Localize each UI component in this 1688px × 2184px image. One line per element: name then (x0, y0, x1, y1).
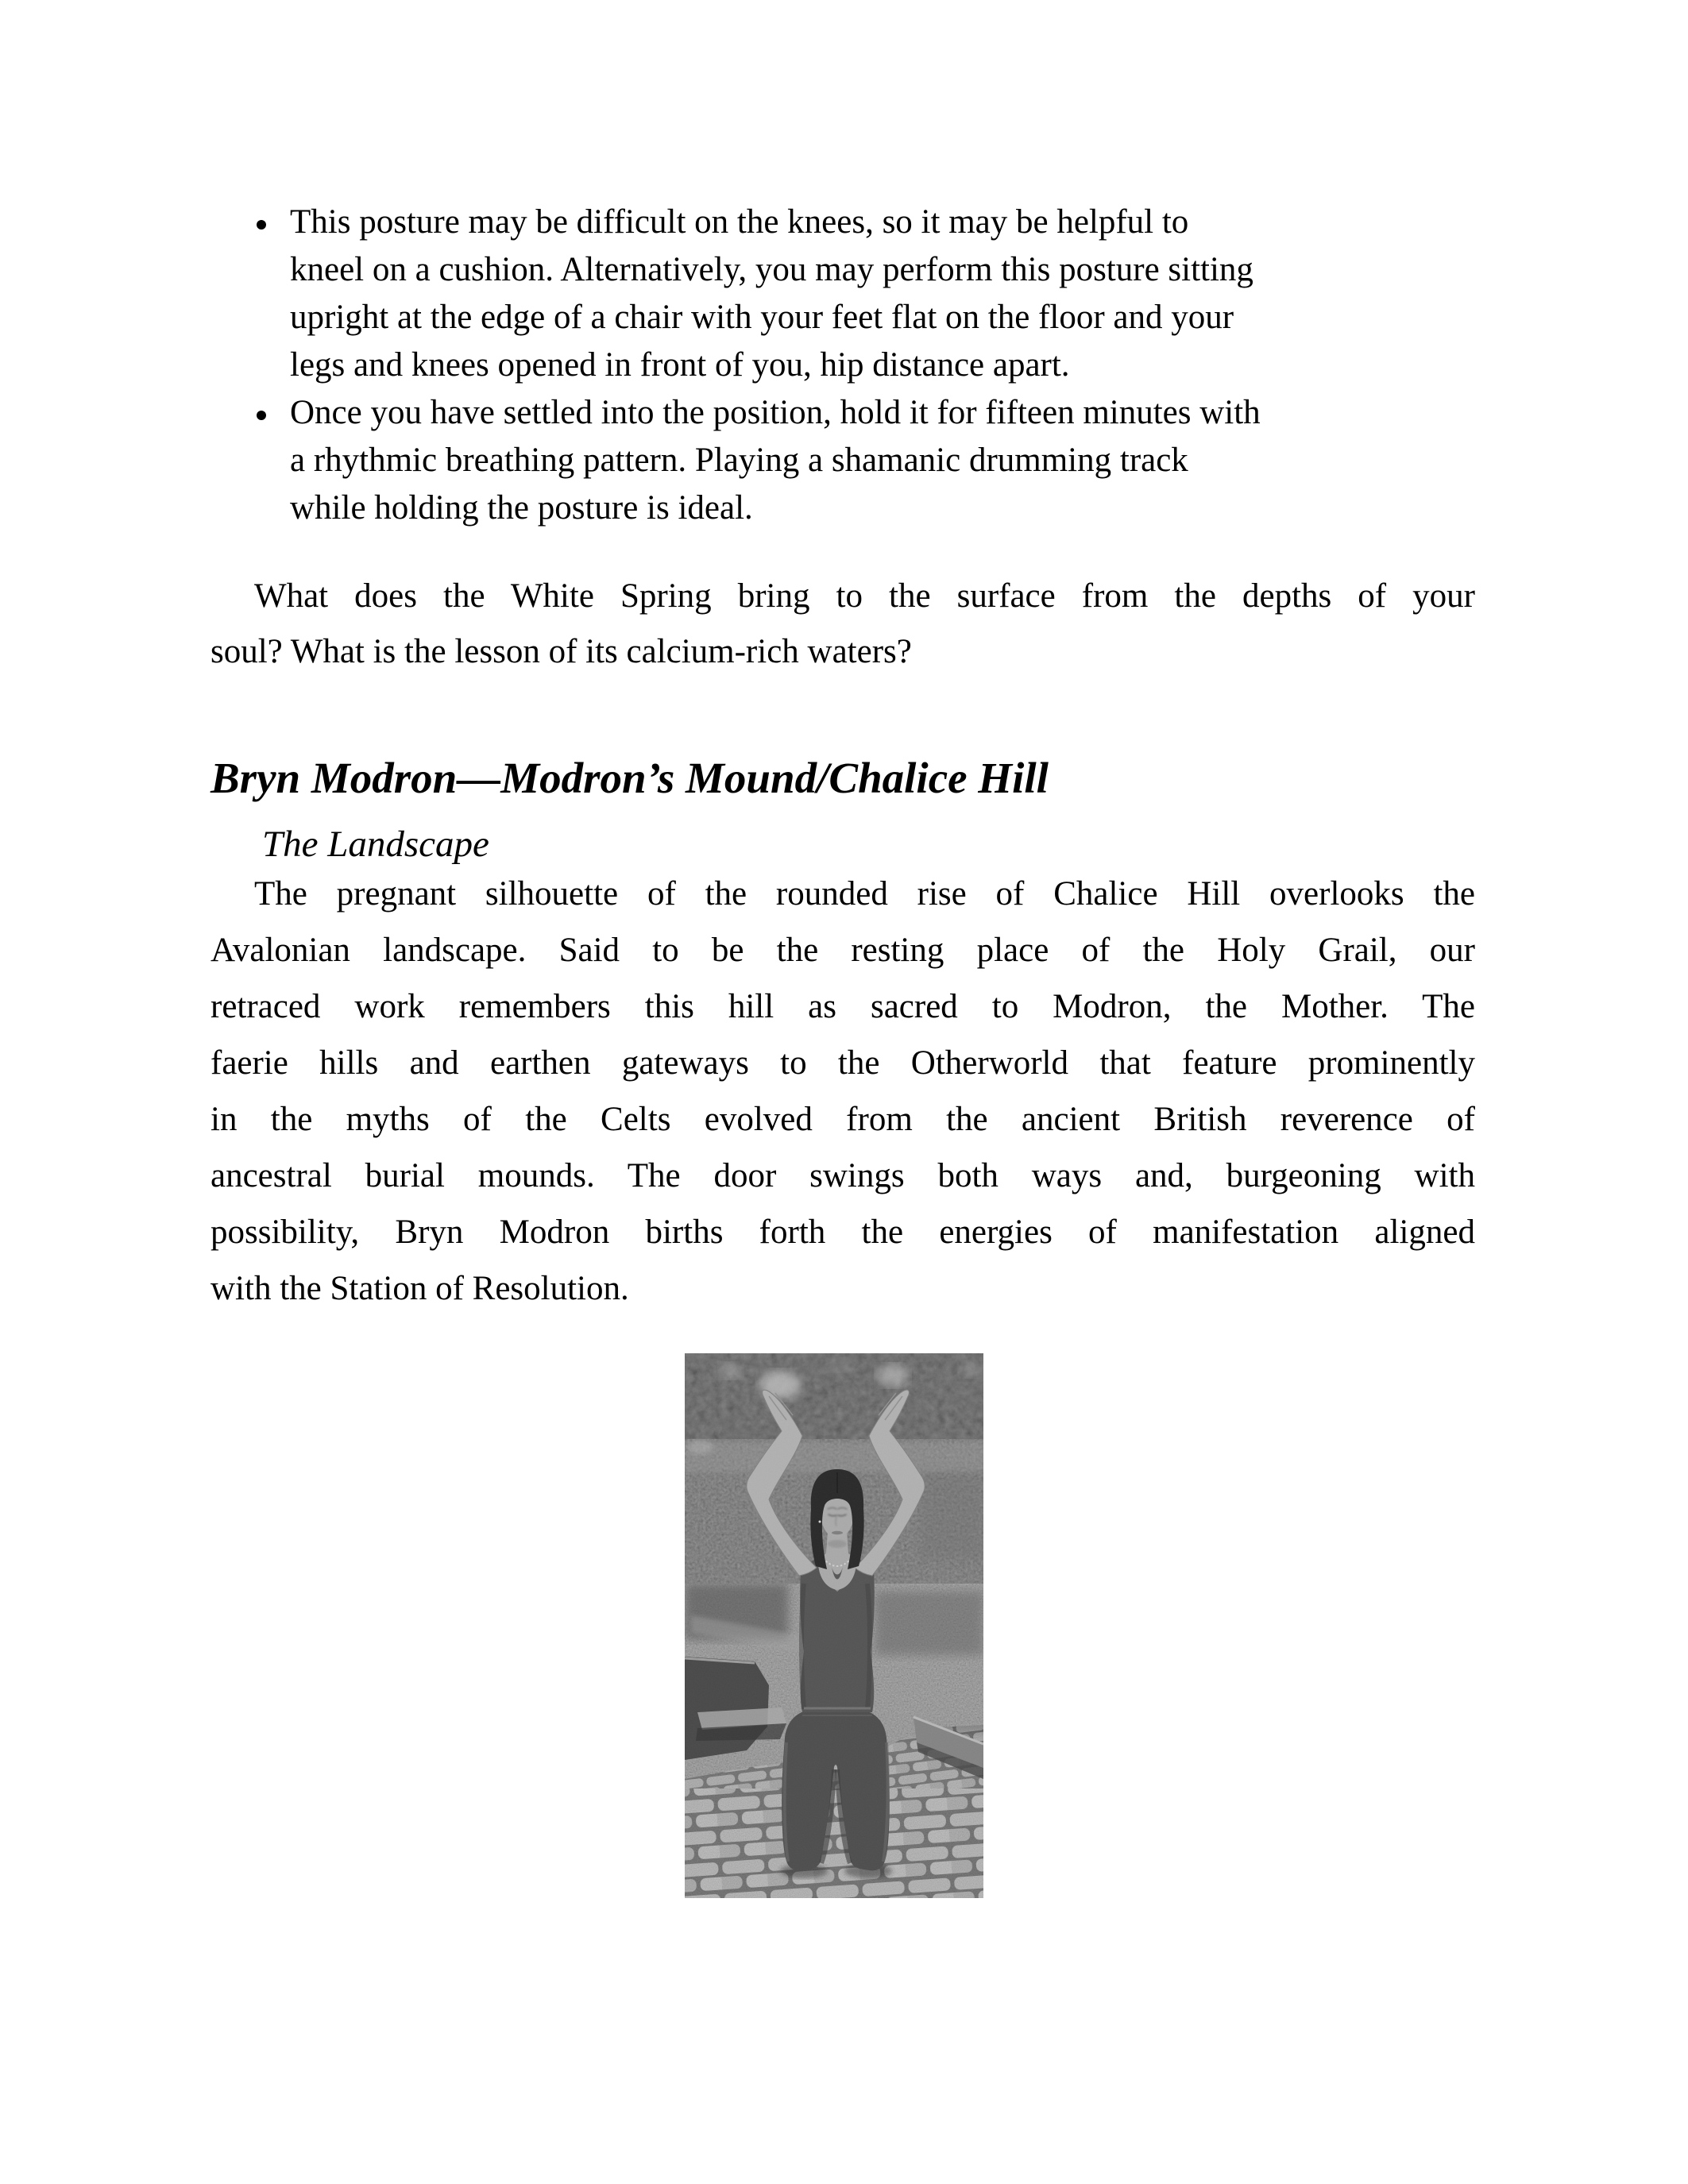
paragraph-landscape (211, 866, 1475, 1317)
subsection-heading: The Landscape (262, 824, 489, 865)
text-line: The pregnant silhouette of the rounded rise of Chalice Hill overlooks the (254, 875, 1475, 913)
text-line: legs and knees opened in front of you, hip distance apart. (290, 346, 1070, 384)
text-line: in the myths of the Celts evolved from the ancient British reverence of (211, 1101, 1475, 1138)
text-line: possibility, Bryn Modron births forth the energies of manifestation aligned (211, 1214, 1475, 1251)
text-line: a rhythmic breathing pattern. Playing a shamanic drumming track (290, 442, 1188, 479)
text-line: Once you have settled into the position, hold it for fifteen minutes with (290, 394, 1261, 431)
section-heading: Bryn Modron—Modron’s Mound/Chalice Hill (211, 754, 1049, 802)
bullet-dot (257, 220, 266, 230)
text-line: upright at the edge of a chair with your feet flat on the floor and your (290, 299, 1234, 336)
text-line: ancestral burial mounds. The door swings both ways and, burgeoning with (211, 1157, 1475, 1194)
photo-grain (685, 1353, 983, 1898)
text-line: Avalonian landscape. Said to be the resting place of the Holy Grail, our (211, 932, 1475, 969)
text-line: soul? What is the lesson of its calcium-rich waters? (211, 633, 912, 670)
text-line: while holding the posture is ideal. (290, 489, 753, 527)
bullet-dot (257, 411, 266, 420)
posture-photo (685, 1353, 983, 1898)
paragraph-white-spring (211, 569, 1475, 680)
text-line: This posture may be difficult on the knees, so it may be helpful to (290, 203, 1189, 241)
text-line: with the Station of Resolution. (211, 1270, 629, 1307)
text-line: What does the White Spring bring to the surface from the depths of your (254, 577, 1475, 615)
bullet-item-posture-knees (211, 199, 1475, 389)
text-line: retraced work remembers this hill as sacred to Modron, the Mother. The (211, 988, 1475, 1025)
bullet-item-hold-position (211, 389, 1475, 532)
bullet-list (211, 199, 1475, 532)
text-line: faerie hills and earthen gateways to the Otherworld that feature prominently (211, 1044, 1475, 1082)
text-line: kneel on a cushion. Alternatively, you may perform this posture sitting (290, 251, 1253, 288)
